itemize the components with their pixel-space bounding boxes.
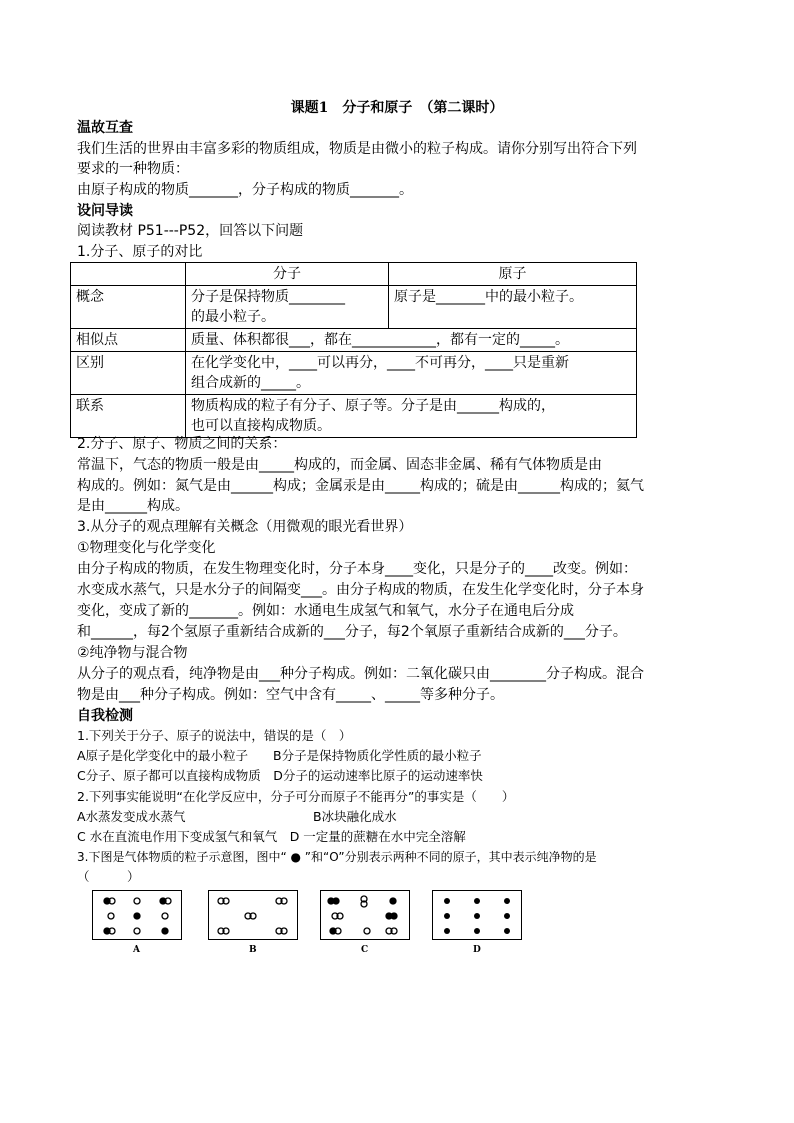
row-label: 概念 (71, 286, 186, 329)
body-line: 是由______构成。 (77, 498, 189, 514)
table-header-cell: 分子 (186, 263, 389, 286)
particle-diagram-a (93, 891, 181, 939)
subsection-title: ②纯净物与混合物 (77, 645, 188, 661)
particle-diagram-c (321, 891, 409, 939)
cell-text: 物质构成的粒子有分子、原子等。分子是由______构成的， (191, 398, 555, 414)
diagram-box-b (208, 890, 298, 940)
table-cell: 原子是_______中的最小粒子。 (389, 286, 637, 329)
diagram-label-b: B (249, 945, 257, 955)
subsection-title: ①物理变化与化学变化 (77, 540, 216, 556)
section-title: 2.分子、原子、物质之间的关系： (77, 436, 287, 452)
review-line: 我们生活的世界由丰富多彩的物质组成，物质是由微小的粒子构成。请你分别写出符合下列 (77, 141, 637, 157)
body-line: 水变成水蒸气，只是水分子的间隔变___。由分子构成的物质，在发生化学变化时，分子本身 (77, 582, 644, 598)
row-label: 相似点 (71, 329, 186, 352)
body-line: 由分子构成的物质，在发生物理变化时，分子本身____变化，只是分子的____改变。例如： (77, 561, 637, 577)
table-cell (186, 352, 637, 395)
section-title: 3.从分子的观点理解有关概念（用微观的眼光看世界） (77, 519, 413, 535)
diagram-label-c: C (361, 945, 369, 955)
cell-text: 在化学变化中，____可以再分，____不可再分，____只是重新 (191, 355, 569, 371)
body-line: 常温下，气态的物质一般是由_____构成的，而金属、固态非金属、稀有气体物质是由 (77, 457, 602, 473)
table-cell (186, 395, 637, 438)
options-line: C分子、原子都可以直接构成物质 D分子的运动速率比原子的运动速率快 (77, 768, 483, 783)
diagram-label-d: D (473, 945, 481, 955)
body-line: 物是由___种分子构成。例如：空气中含有_____、_____等多种分子。 (77, 687, 504, 703)
body-line: 变化，变成了新的_______。例如：水通电生成氢气和氧气，水分子在通电后分成 (77, 603, 574, 619)
question: 3.下图是气体物质的粒子示意图，图中“ ● ”和“O”分别表示两种不同的原子，其中表示纯净物的是 (77, 850, 597, 864)
diagram-label-a: A (133, 945, 140, 955)
body-line: 和______，每2个氢原子重新结合成新的___分子，每2个氧原子重新结合成新的___分子。 (77, 624, 627, 640)
option-b: B冰块融化成水 (313, 809, 397, 824)
cell-text: 也可以直接构成物质。 (191, 418, 331, 434)
question: 2.下列事实能说明“在化学反应中，分子可分而原子不能再分”的事实是（ ） (77, 789, 515, 804)
table-row (71, 395, 637, 438)
diagram-box-a (92, 890, 182, 940)
body-line: 构成的。例如：氮气是由______构成；金属汞是由_____构成的；硫是由______构成的；氦气 (77, 478, 644, 494)
option-a: A水蒸发变成水蒸气 (77, 809, 186, 824)
particle-diagram-d (433, 891, 521, 939)
body-line: 从分子的观点看，纯净物是由___种分子构成。例如：二氧化碳只由________分子构成。混合 (77, 666, 644, 682)
diagram-box-d (432, 890, 522, 940)
review-line: 由原子构成的物质_______，分子构成的物质_______。 (77, 182, 413, 198)
diagram-box-c (320, 890, 410, 940)
answer-paren: （ ） (77, 869, 140, 884)
review-heading: 温故互查 (77, 120, 133, 136)
table-cell (186, 286, 389, 329)
table-header-cell (71, 263, 186, 286)
row-label: 联系 (71, 395, 186, 438)
guide-heading: 设问导读 (77, 203, 133, 219)
page-title: 课题1 分子和原子 （第二课时） (290, 100, 504, 116)
row-label: 区别 (71, 352, 186, 395)
table-row (71, 286, 637, 329)
table-header-cell: 原子 (389, 263, 637, 286)
review-line: 要求的一种物质： (77, 161, 189, 177)
comparison-table (70, 262, 637, 438)
options-line: C 水在直流电作用下变成氢气和氧气 D 一定量的蔗糖在水中完全溶解 (77, 829, 466, 844)
options-line: A原子是化学变化中的最小粒子 B分子是保持物质化学性质的最小粒子 (77, 748, 482, 763)
table-row (71, 352, 637, 395)
particle-diagram-b (209, 891, 297, 939)
cell-text: 组合成新的_____。 (191, 375, 310, 391)
selfcheck-heading: 自我检测 (77, 708, 133, 724)
section-title: 1.分子、原子的对比 (77, 244, 203, 260)
table-row (71, 329, 637, 352)
question: 1.下列关于分子、原子的说法中，错误的是（ ） (77, 728, 352, 743)
cell-text: 的最小粒子。 (191, 309, 275, 325)
table-header-row (71, 263, 637, 286)
cell-text: 分子是保持物质________ (191, 289, 345, 305)
table-cell: 质量、体积都很___，都在____________，都有一定的_____。 (186, 329, 637, 352)
read-instruction: 阅读教材 P51---P52，回答以下问题 (77, 223, 304, 239)
